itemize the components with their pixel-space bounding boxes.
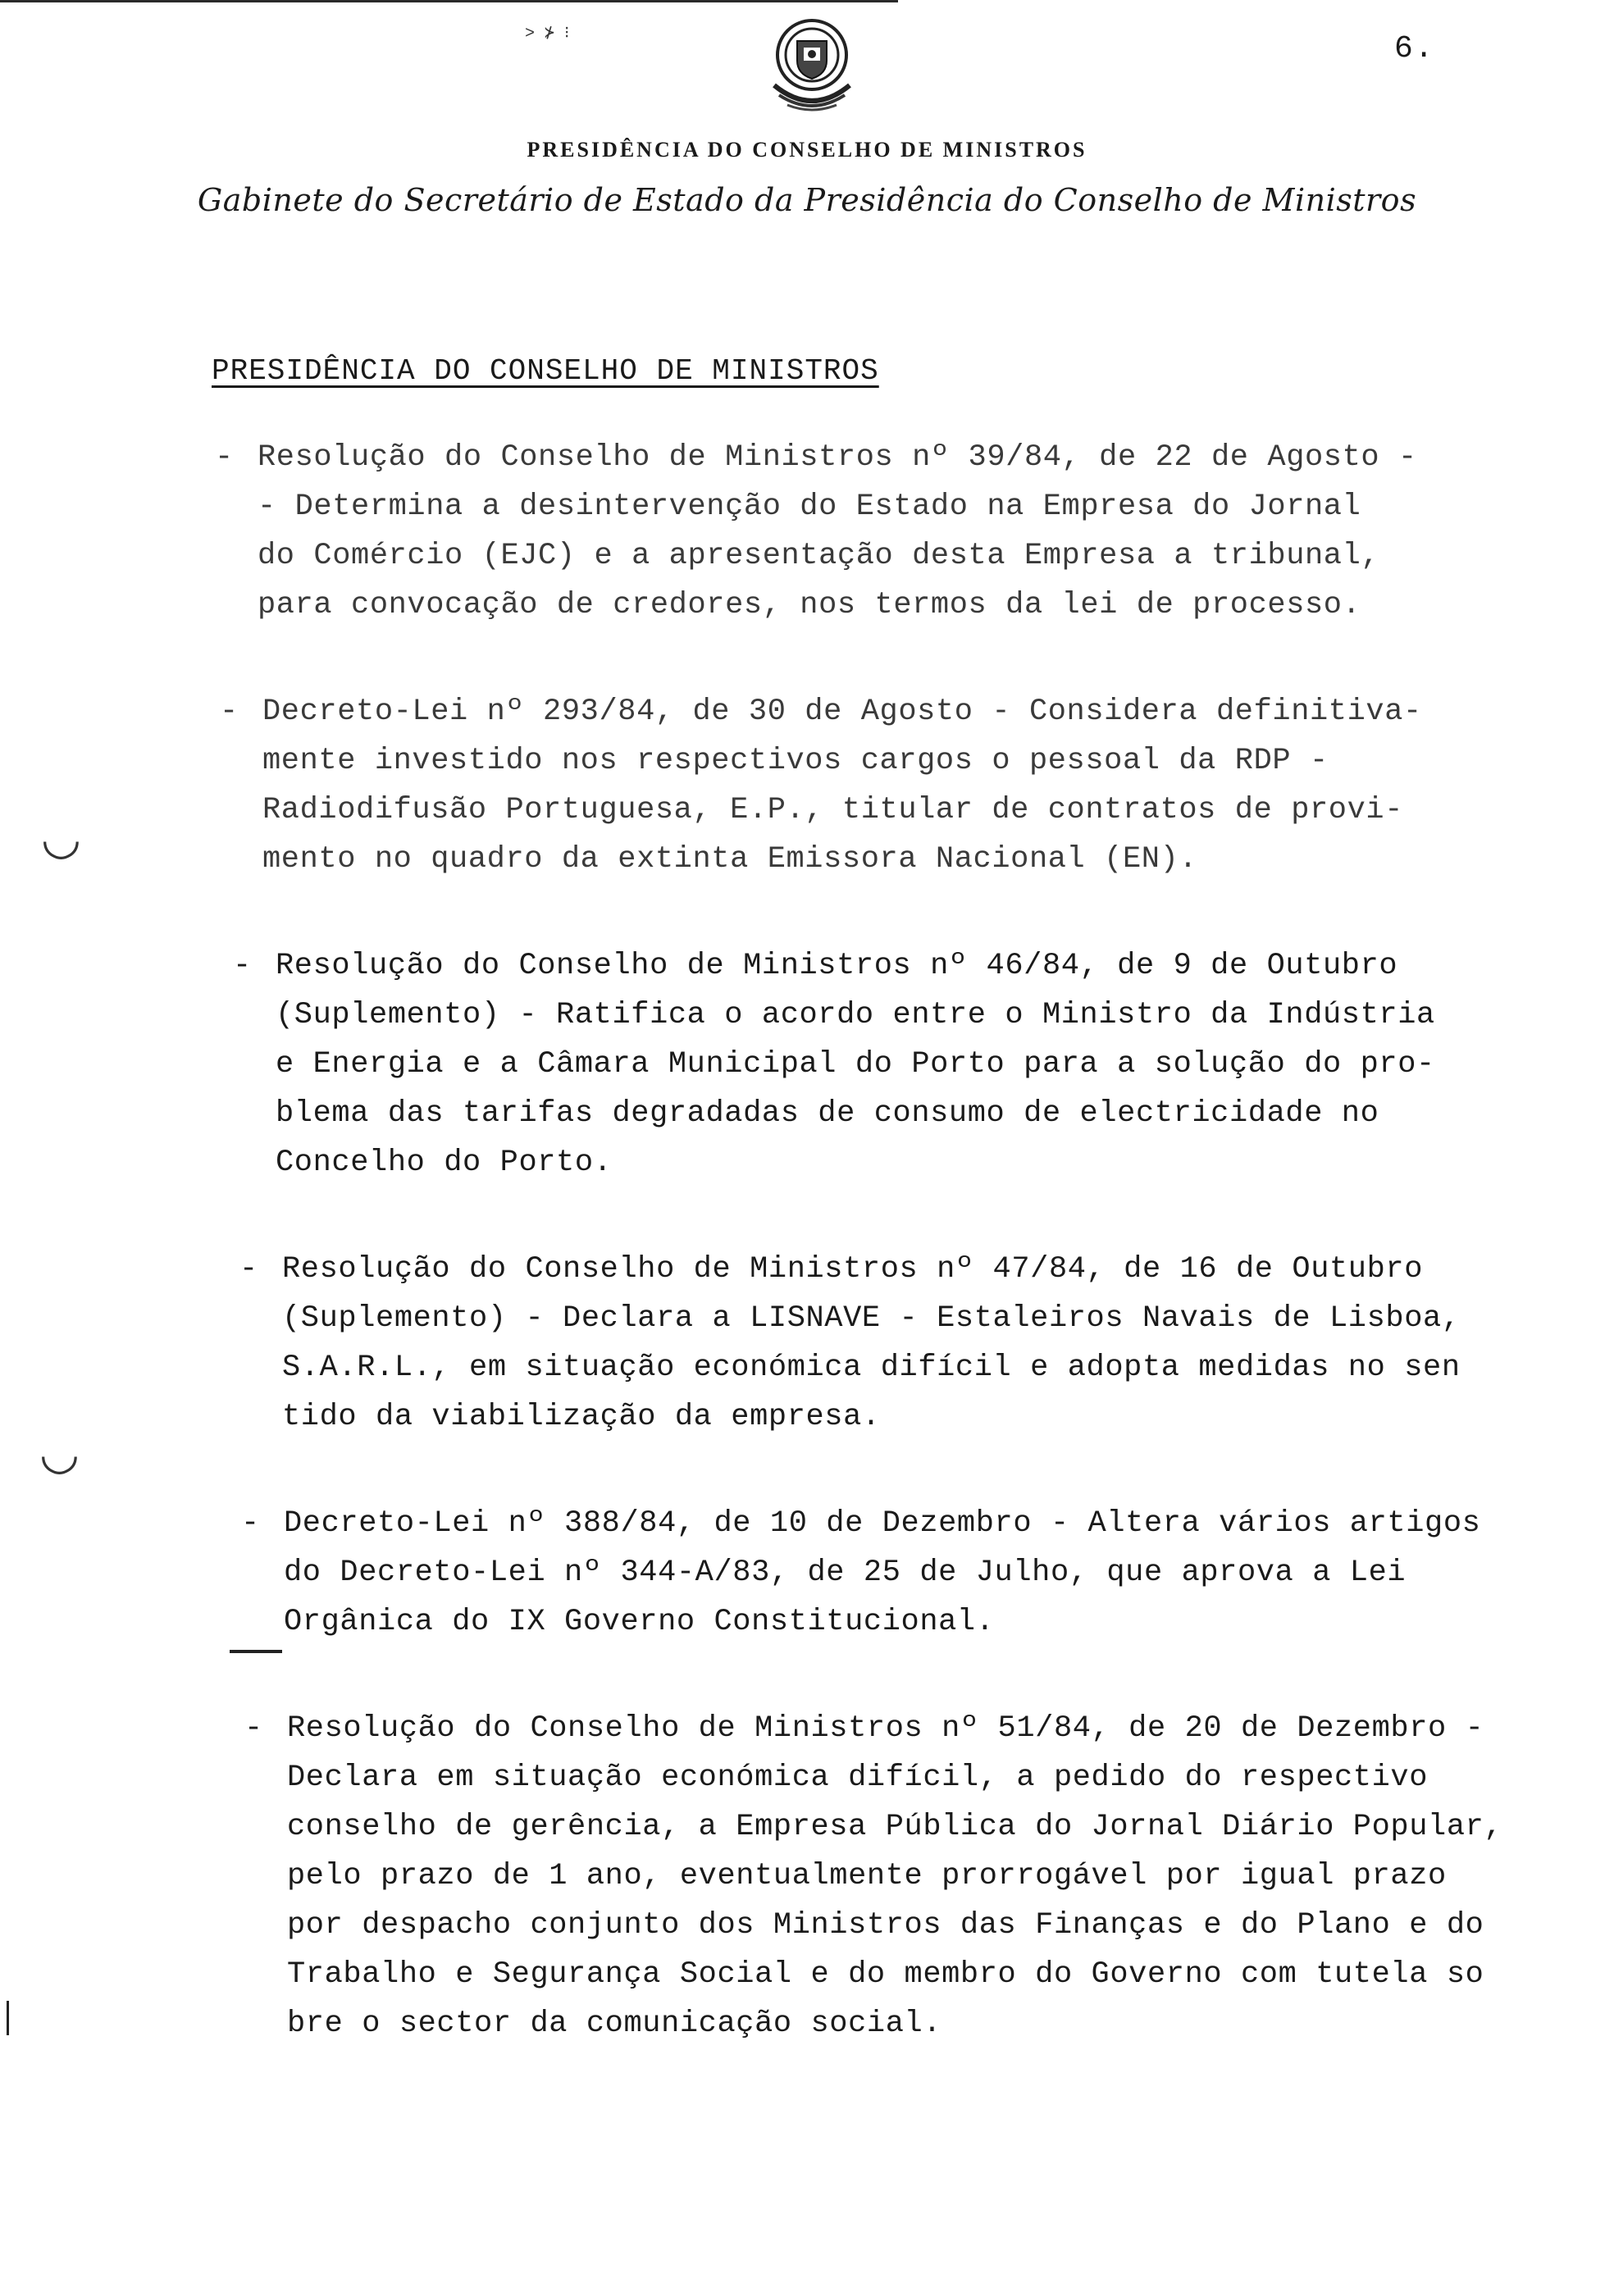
margin-scan-mark: ◡ [39,1427,80,1480]
top-edge-rule [0,0,898,2]
page-number: 6. [1394,31,1435,66]
margin-scan-mark: ◡ [41,812,81,865]
list-item: - Resolução do Conselho de Ministros nº 39/84, de 22 de Agosto - - Determina a desintervenção do Estado na Empresa do Jornal do Comércio (EJC) e a apresentação desta Empresa a tribunal, para convocação de credores, nos termos da lei de processo. [215,433,1576,630]
list-item: - Resolução do Conselho de Ministros nº 47/84, de 16 de Outubro (Suplemento) - Declara a LISNAVE - Estaleiros Navais de Lisboa, S.A.R.L., em situação económica difícil e adopta medidas no sen tido da viabilização da empresa. [239,1245,1601,1442]
office-subheader: Gabinete do Secretário de Estado da Presidência do Conselho de Ministros [197,182,1417,218]
list-item: - Resolução do Conselho de Ministros nº 46/84, de 9 de Outubro (Suplemento) - Ratifica o acordo entre o Ministro da Indústria e Energia e a Câmara Municipal do Porto para a solução do pro- blema das tarifas degradadas de consumo de electricidade no Concelho do Porto. [233,941,1594,1187]
margin-scan-mark [7,2001,9,2035]
organization-header: PRESIDÊNCIA DO CONSELHO DE MINISTROS [527,138,1087,162]
margin-scan-mark [230,1650,282,1653]
margin-marks: > ⊁ ⁝ [525,25,570,43]
list-item: - Decreto-Lei nº 388/84, de 10 de Dezembro - Altera vários artigos do Decreto-Lei nº 344-A/83, de 25 de Julho, que aprova a Lei Orgânica do IX Governo Constitucional. [241,1499,1603,1647]
list-item: - Decreto-Lei nº 293/84, de 30 de Agosto - Considera definitiva- mente investido nos respectivos cargos o pessoal da RDP - Radiodifusão Portuguesa, E.P., titular de contratos de provi- mento no quadro da extinta Emissora Nacional (EN). [220,687,1581,884]
list-item: - Resolução do Conselho de Ministros nº 51/84, de 20 de Dezembro - Declara em situação económica difícil, a pedido do respectivo conselho de gerência, a Empresa Pública do Jornal Diário Popular, pelo prazo de 1 ano, eventualmente prorrogável por igual prazo por despacho conjunto dos Ministros das Finanças e do Plano e do Trabalho e Segurança Social e do membro do Governo com tutela so bre o sector da comunicação social. [244,1704,1606,2048]
legislation-list [215,433,1576,2106]
section-title: PRESIDÊNCIA DO CONSELHO DE MINISTROS [212,354,879,388]
coat-of-arms-emblem [755,10,869,121]
